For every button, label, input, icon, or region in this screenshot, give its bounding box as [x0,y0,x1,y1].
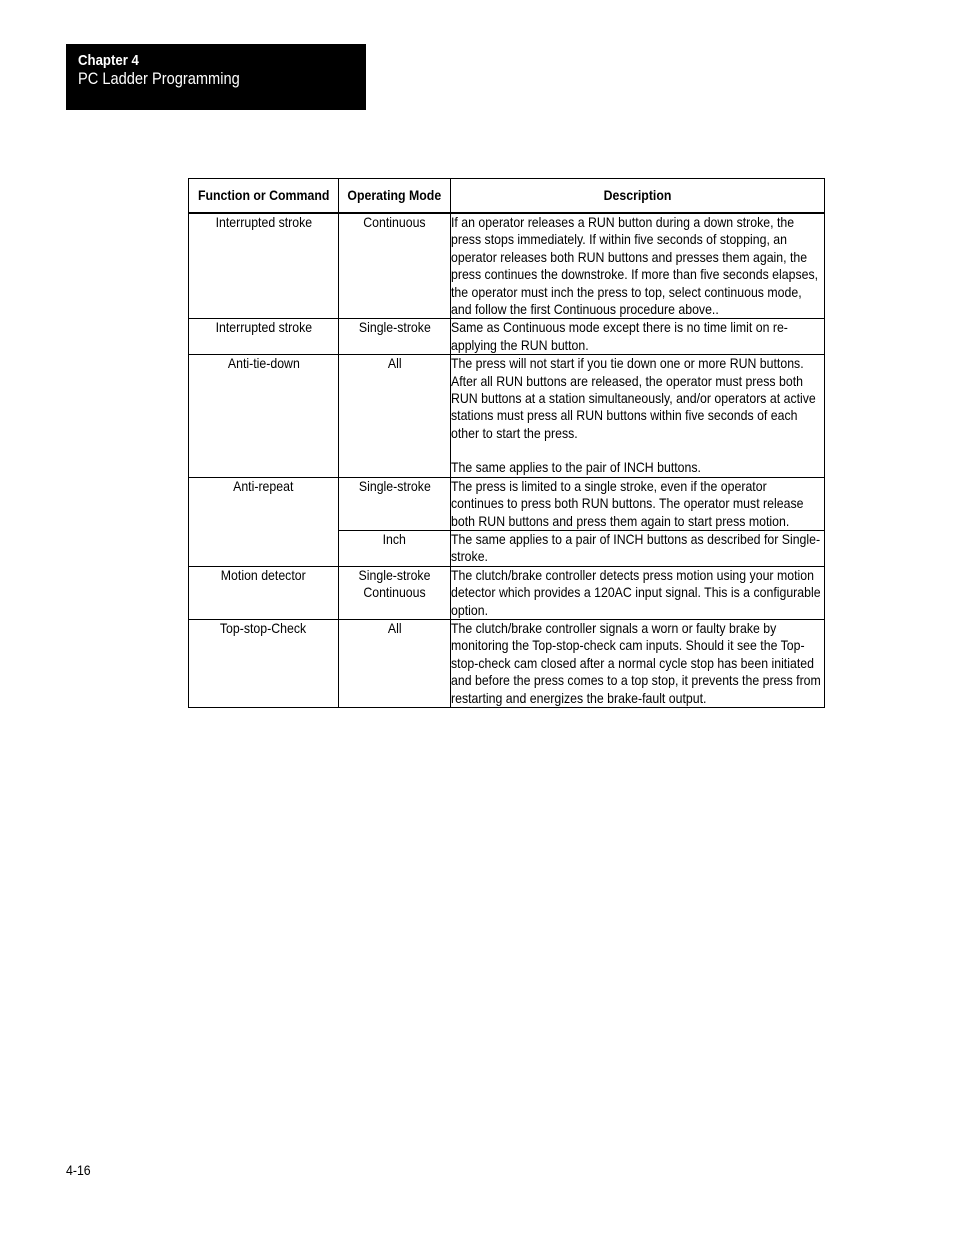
chapter-header [66,44,366,110]
function-cell: Interrupted stroke [189,319,339,355]
mode-cell: Single-stroke Continuous [339,566,451,619]
function-cell: Top-stop-Check [189,619,339,707]
function-cell: Interrupted stroke [189,213,339,319]
function-cell: Anti-repeat [189,477,339,566]
table-row [189,477,825,530]
table-header-row [189,179,825,214]
table-row [189,566,825,619]
column-header: Function or Command [189,179,339,214]
description-cell: The clutch/brake controller detects press motion using your motion detector which provides a 120AC input signal. This is a configurable option. [451,566,825,619]
column-header: Operating Mode [339,179,451,214]
mode-cell: Continuous [339,213,451,319]
chapter-title: PC Ladder Programming [78,69,240,88]
mode-cell: Single-stroke [339,319,451,355]
chapter-label: Chapter 4 [78,52,139,69]
mode-cell: All [339,619,451,707]
table-row [189,319,825,355]
description-cell: The press will not start if you tie down one or more RUN buttons. After all RUN buttons are released, the operator must press both RUN buttons at a station simultaneously, and/or operators at active stations must press all RUN buttons within five seconds of each other to start the press. The same applies to the pair of INCH buttons. [451,355,825,477]
description-cell: The clutch/brake controller signals a worn or faulty brake by monitoring the Top-stop-check cam inputs. Should it see the Top-stop-check cam closed after a normal cycle stop has been initiated and before the press comes to a top stop, it prevents the press from restarting and energizes the brake-fault output. [451,619,825,707]
mode-cell: All [339,355,451,477]
function-cell: Motion detector [189,566,339,619]
mode-cell: Inch [339,530,451,566]
table-row [189,619,825,707]
function-cell: Anti-tie-down [189,355,339,477]
table-row [189,213,825,319]
description-cell: Same as Continuous mode except there is no time limit on re-applying the RUN button. [451,319,825,355]
description-cell: The press is limited to a single stroke, even if the operator continues to press both RUN buttons. The operator must release both RUN buttons and press them again to start press motion. [451,477,825,530]
description-cell: If an operator releases a RUN button during a down stroke, the press stops immediately. If within five seconds of stopping, an operator releases both RUN buttons and presses them again, the press continues the downstroke. If more than five seconds elapses, the operator must inch the press to top, select continuous mode, and follow the first Continuous procedure above.. [451,213,825,319]
column-header: Description [451,179,825,214]
table-row [189,355,825,477]
function-table [188,178,825,708]
mode-cell: Single-stroke [339,477,451,530]
page-number: 4-16 [66,1162,91,1178]
description-cell: The same applies to a pair of INCH buttons as described for Single-stroke. [451,530,825,566]
